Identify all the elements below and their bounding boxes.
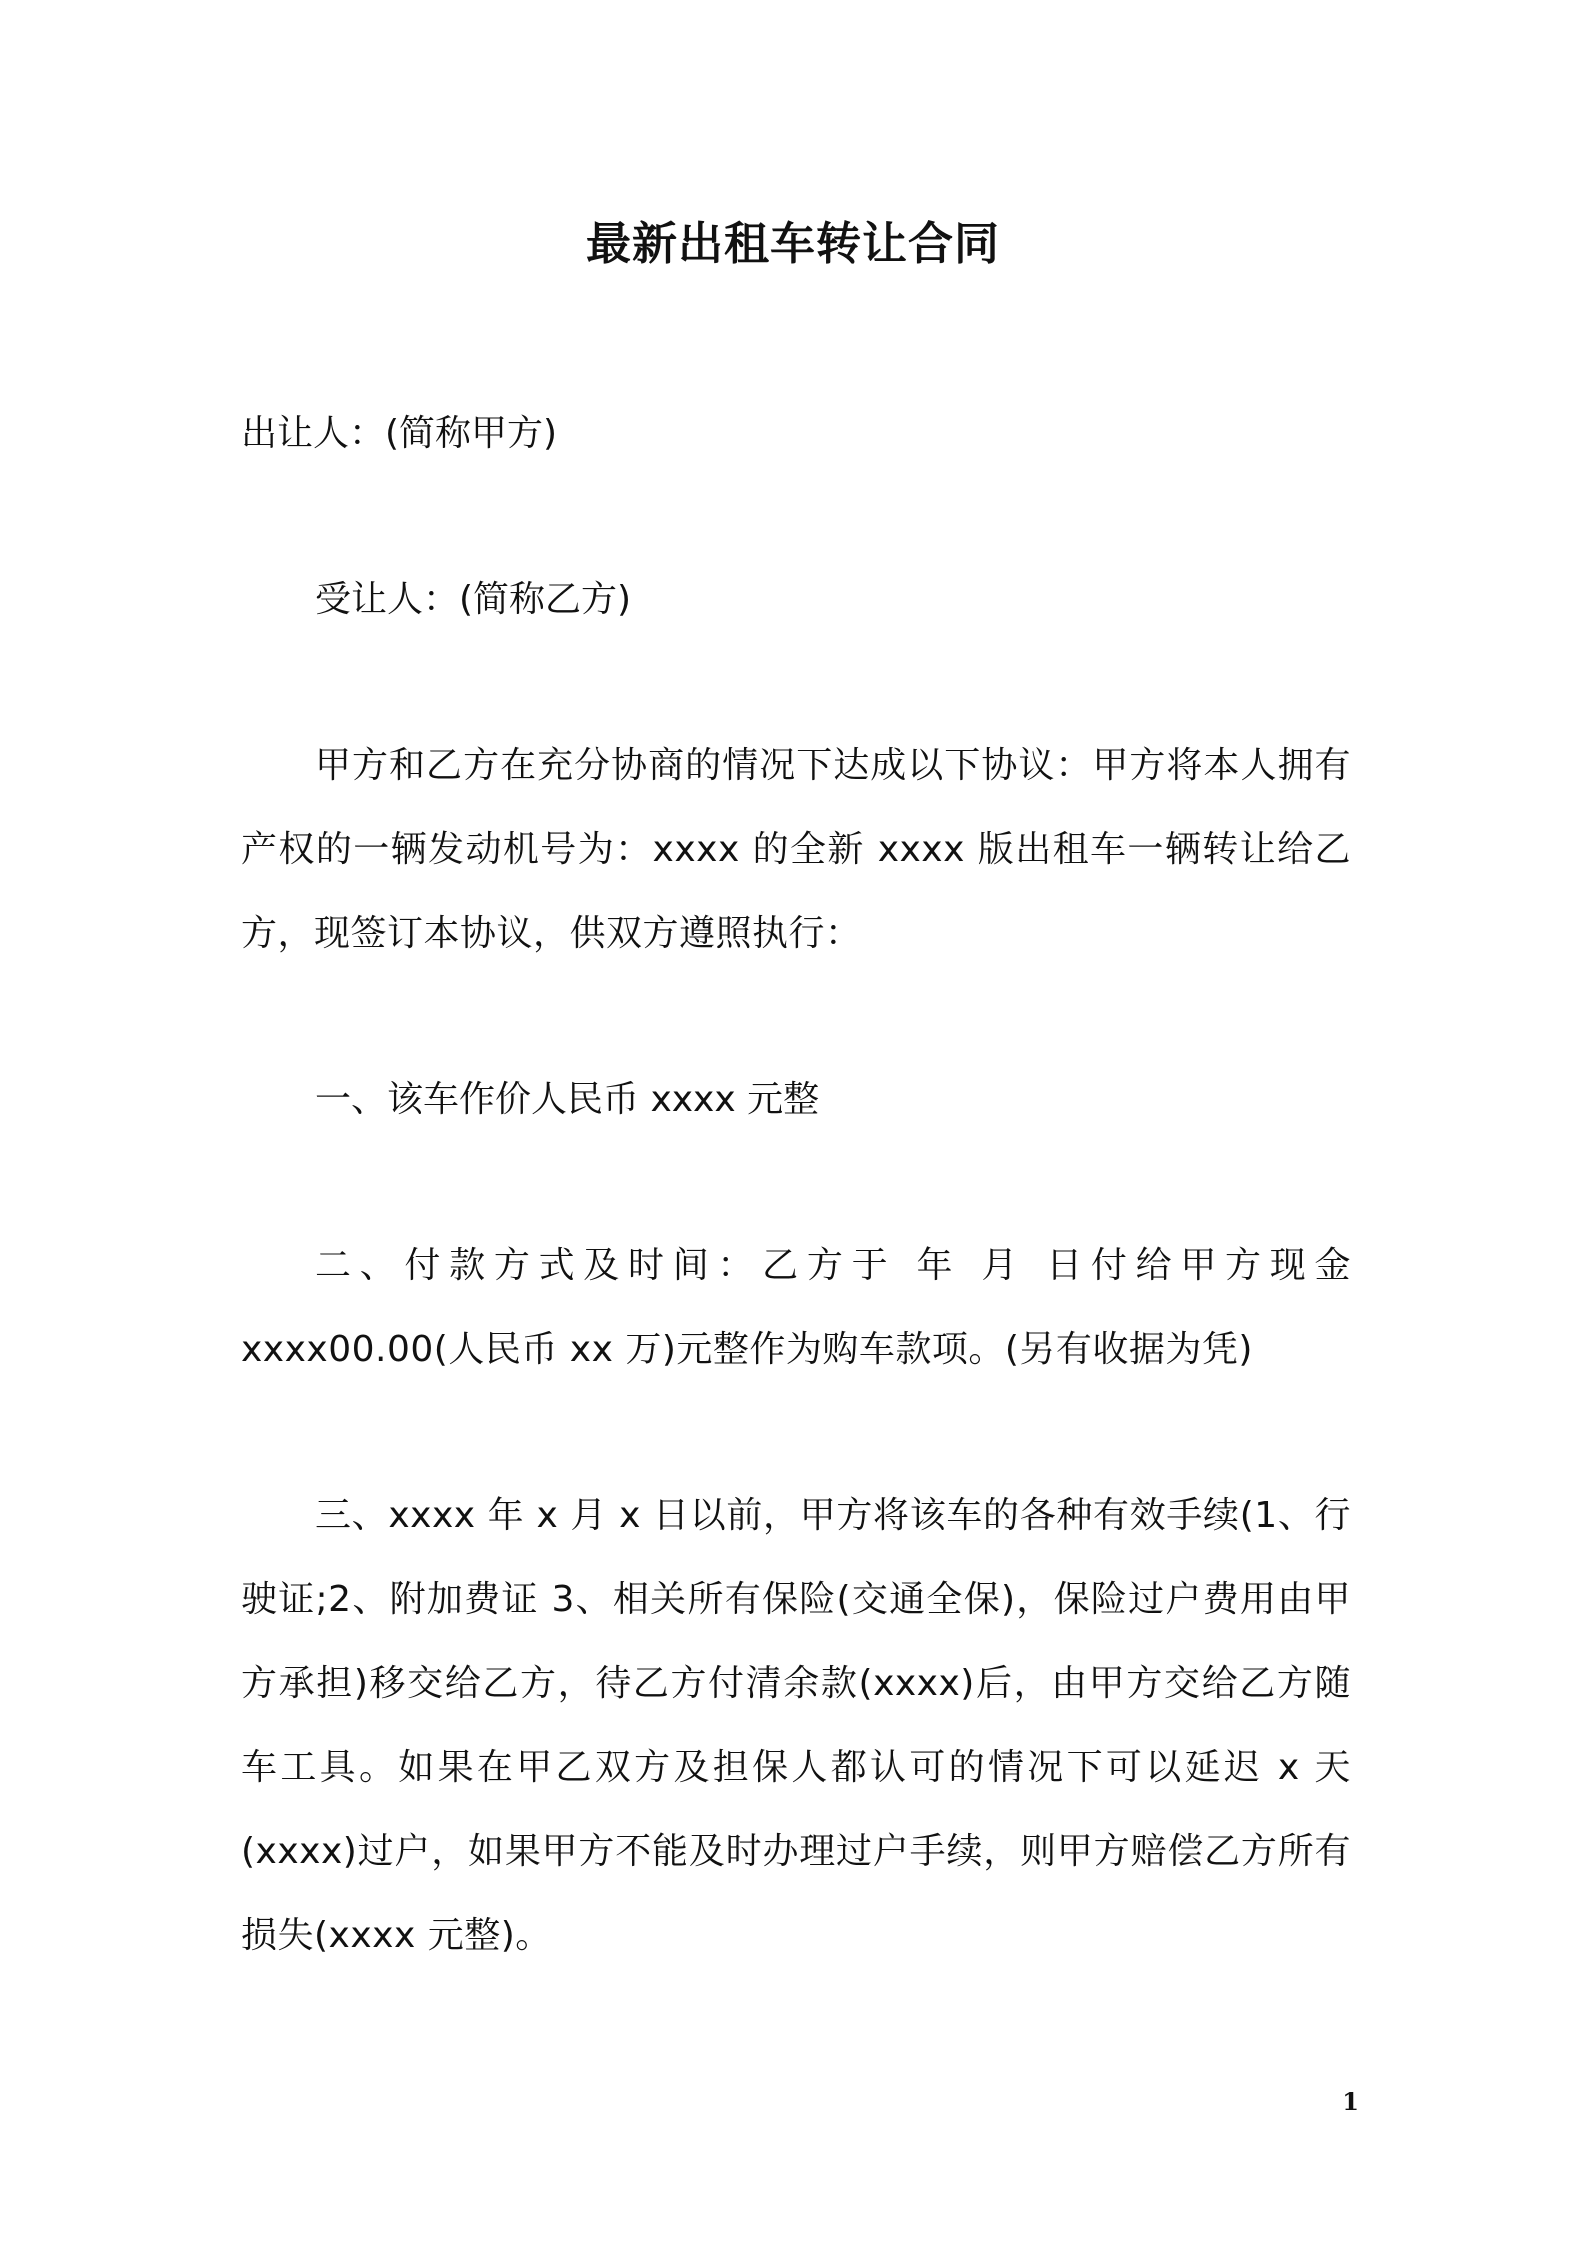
transferee-line: 受让人：(简称乙方) (315, 579, 632, 620)
clause-1: 一、该车作价人民币 xxxx 元整 (315, 1079, 820, 1120)
intro-paragraph: 甲方和乙方在充分协商的情况下达成以下协议：甲方将本人拥有产权的一辆发动机号为：xxxx 的全新 xxxx 版出租车一辆转让给乙方，现签订本协议，供双方遵照执行： (241, 745, 1351, 954)
clause-3: 三、xxxx 年 x 月 x 日以前，甲方将该车的各种有效手续(1、行驶证;2、附加费证 3、相关所有保险(交通全保)，保险过户费用由甲方承担)移交给乙方，待乙方付清余款(xxxx)后，由甲方交给乙方随车工具。如果在甲乙双方及担保人都认可的情况下可以延迟 x 天(xxxx)过户，如果甲方不能及时办理过户手续，则甲方赔偿乙方所有损失(xxxx 元整)。 (241, 1495, 1351, 1956)
page-number: 1 (1342, 2087, 1359, 2116)
clause-2: 二、付款方式及时间：乙方于 年 月 日付给甲方现金 xxxx00.00(人民币 xx 万)元整作为购车款项。(另有收据为凭) (241, 1245, 1351, 1370)
document-title: 最新出租车转让合同 (585, 217, 1000, 270)
transferor-line: 出让人：(简称甲方) (241, 413, 558, 454)
